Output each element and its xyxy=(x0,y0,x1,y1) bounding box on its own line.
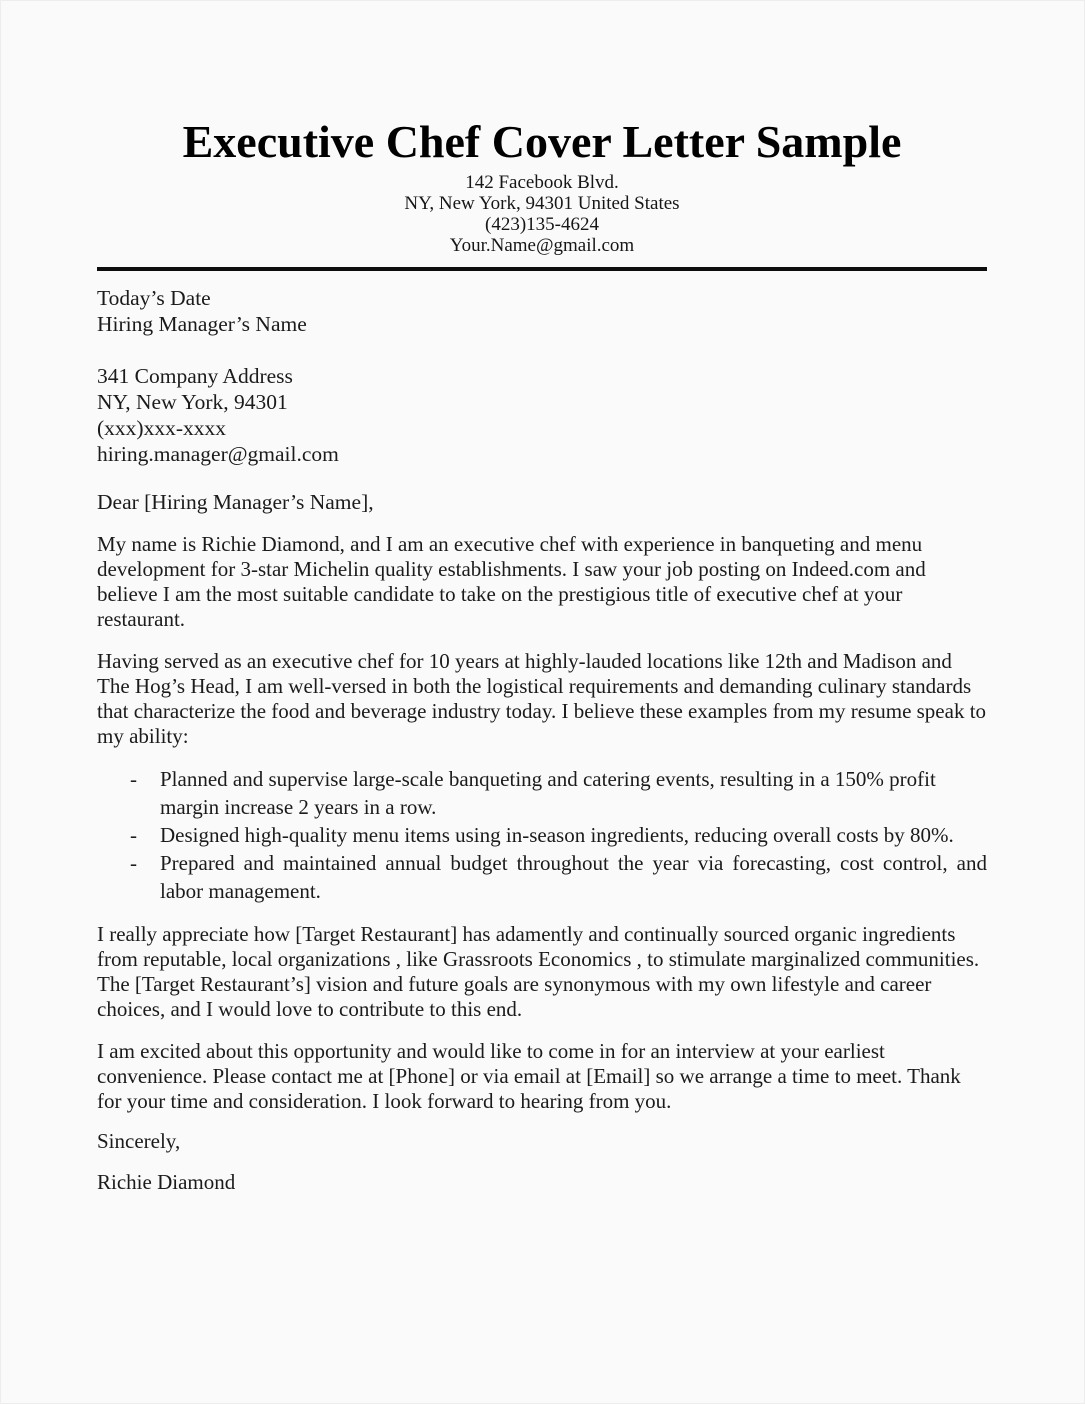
recipient-address-block xyxy=(97,363,987,467)
list-item xyxy=(97,821,987,849)
bullet-dash: - xyxy=(130,766,137,791)
letter-content xyxy=(1,1,1084,1195)
salutation: Dear [Hiring Manager’s Name], xyxy=(97,489,374,514)
paragraph-introduction: My name is Richie Diamond, and I am an executive chef with experience in banqueting and menu development for 3-star Michelin quality establishments. I saw your job posting on Indeed.com and believe I am the most suitable candidate to take on the prestigious title of executive chef at your restaurant. xyxy=(97,531,926,631)
list-item xyxy=(97,765,987,821)
list-item xyxy=(97,849,987,905)
sender-phone: (423)135-4624 xyxy=(485,213,599,235)
sender-email: Your.Name@gmail.com xyxy=(449,234,635,256)
achievement-list xyxy=(97,765,987,905)
date-recipient-block xyxy=(97,285,987,337)
sender-contact-block xyxy=(97,172,987,256)
recipient-address-line1: 341 Company Address xyxy=(97,363,293,388)
sender-address-line1: 142 Facebook Blvd. xyxy=(465,171,619,193)
bullet-dash: - xyxy=(130,822,137,847)
letter-date: Today’s Date xyxy=(97,285,211,310)
signature-name: Richie Diamond xyxy=(97,1169,236,1194)
paragraph-company-fit: I really appreciate how [Target Restaurant] has adamently and continually sourced organic ingredients from reputable, local organizations , like Grassroots Economics , to stimulate marginalized communities. The [Target Restaurant’s] vision and future goals are synonymous with my own lifestyle and career choices, and I would love to contribute to this end. xyxy=(97,921,980,1021)
letter-body xyxy=(97,285,987,1195)
paragraph-call-to-action: I am excited about this opportunity and would like to come in for an interview at your earliest convenience. Please contact me at [Phone] or via email at [Email] so we arrange a time to meet. Thank for your time and consideration. I look forward to hearing from you. xyxy=(97,1038,961,1113)
sender-address-line2: NY, New York, 94301 United States xyxy=(404,192,680,214)
bullet-text: Designed high-quality menu items using in-season ingredients, reducing overall costs by 80%. xyxy=(160,822,954,847)
recipient-address-line2: NY, New York, 94301 xyxy=(97,389,288,414)
sign-off: Sincerely, xyxy=(97,1128,181,1153)
letterhead xyxy=(97,1,987,271)
bullet-dash: - xyxy=(130,850,137,875)
page-title: Executive Chef Cover Letter Sample xyxy=(182,116,902,167)
bullet-text: Prepared and maintained annual budget throughout the year via forecasting, cost control, and labor management. xyxy=(160,850,987,903)
bullet-text: Planned and supervise large-scale banqueting and catering events, resulting in a 150% profit margin increase 2 years in a row. xyxy=(160,766,936,819)
recipient-email: hiring.manager@gmail.com xyxy=(97,441,339,466)
recipient-phone: (xxx)xxx-xxxx xyxy=(97,415,226,440)
header-divider xyxy=(97,267,987,271)
recipient-name: Hiring Manager’s Name xyxy=(97,311,307,336)
paragraph-experience: Having served as an executive chef for 10 years at highly-lauded locations like 12th and Madison and The Hog’s Head, I am well-versed in both the logistical requirements and demanding culinary standards that characterize the food and beverage industry today. I believe these examples from my resume speak to my ability: xyxy=(97,648,987,748)
